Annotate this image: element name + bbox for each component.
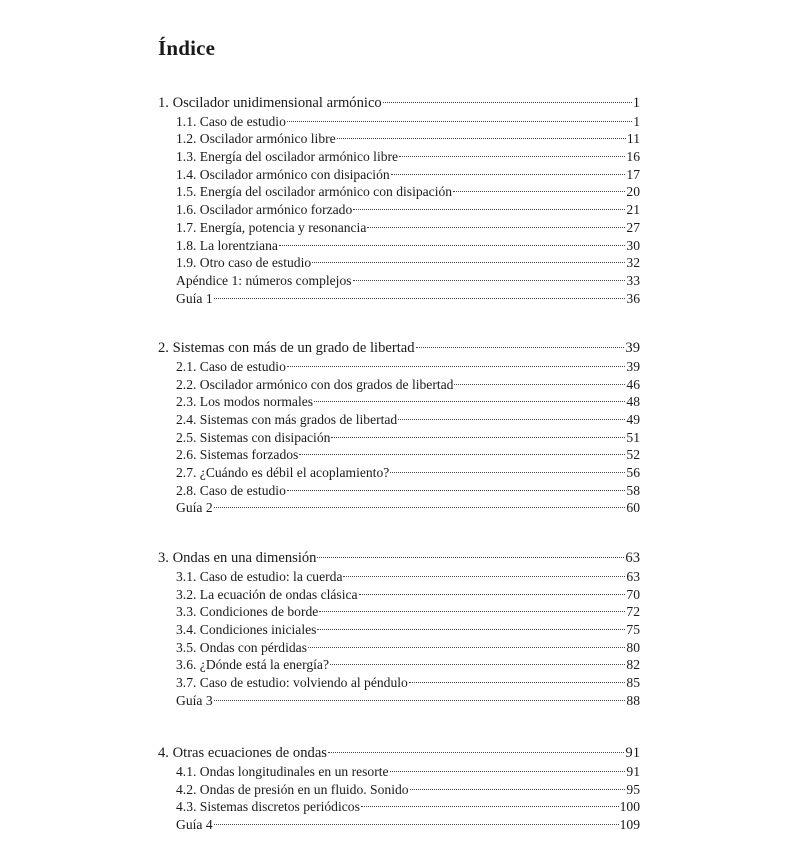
toc-entry-label: 1.3. Energía del oscilador armónico libre	[176, 149, 399, 165]
toc-entry	[158, 113, 640, 131]
toc-chapter-heading	[158, 745, 640, 763]
toc-entry-page-number: 100	[619, 799, 640, 815]
toc-entry	[158, 763, 640, 781]
dot-leader	[390, 471, 625, 473]
toc-entry-page-number: 56	[626, 465, 640, 481]
toc-entry-label: 1.8. La lorentziana	[176, 237, 278, 253]
toc-entry	[158, 429, 640, 447]
toc-entry-page-number: 109	[619, 817, 640, 833]
toc-entry-label: 3.2. La ecuación de ondas clásica	[176, 586, 358, 602]
toc-entry-label: 2.6. Sistemas forzados	[176, 447, 299, 463]
toc-entry-label: 4.1. Ondas longitudinales en un resorte	[176, 764, 389, 779]
toc-entry-label: 4.3. Sistemas discretos periódicos	[176, 799, 360, 815]
toc-entry-page-number: 36	[626, 290, 640, 306]
toc-entry-page-number: 63	[626, 568, 640, 584]
toc-entry-label: 1.2. Oscilador armónico libre	[176, 131, 336, 147]
toc-entry	[158, 568, 640, 586]
toc-entry-label: 1.9. Otro caso de estudio	[176, 255, 312, 271]
dot-leader	[314, 400, 625, 402]
toc-entry	[158, 290, 640, 308]
dot-leader	[416, 346, 625, 348]
toc-entry-label: 2.5. Sistemas con disipación	[176, 429, 331, 445]
dot-leader	[353, 279, 626, 281]
toc-entry-page-number: 49	[626, 412, 640, 427]
toc-entry-page-number: 33	[626, 272, 640, 288]
toc-entry-label: Apéndice 1: números complejos	[176, 272, 352, 288]
toc-entry-page-number: 60	[626, 500, 640, 516]
dot-leader	[399, 155, 625, 157]
dot-leader	[214, 506, 626, 508]
toc-entry	[158, 482, 640, 500]
toc-entry-page-number: 48	[626, 394, 640, 410]
toc-entry-page-number: 39	[626, 358, 640, 374]
toc-entry	[158, 201, 640, 219]
dot-leader	[398, 418, 625, 420]
toc-entry	[158, 358, 640, 376]
toc-entry-page-number: 85	[626, 674, 640, 690]
toc-entry-page-number: 80	[626, 639, 640, 655]
dot-leader	[317, 628, 625, 630]
dot-leader	[319, 610, 625, 612]
dot-leader	[410, 788, 626, 790]
toc-entry	[158, 499, 640, 517]
toc-entry	[158, 639, 640, 657]
page-title: Índice	[158, 36, 216, 60]
toc-entry-label: Guía 2	[176, 500, 213, 516]
toc-entry-page-number: 82	[626, 657, 640, 673]
toc-entry-page-number: 46	[626, 376, 640, 392]
toc-entry-page-number: 52	[626, 447, 640, 463]
dot-leader	[390, 770, 626, 772]
toc-entry-label: 3.3. Condiciones de borde	[176, 604, 319, 620]
dot-leader	[331, 436, 625, 438]
toc-entry-page-number: 72	[626, 604, 640, 620]
dot-leader	[328, 751, 624, 753]
toc-entry	[158, 376, 640, 394]
dot-leader	[453, 190, 625, 192]
toc-entry-page-number: 16	[626, 149, 640, 165]
toc-entry-page-number: 1	[633, 113, 640, 129]
toc-entry-page-number: 51	[626, 429, 640, 445]
toc-entry-label: 1.4. Oscilador armónico con disipación	[176, 166, 390, 182]
toc-entry-label: 2.1. Caso de estudio	[176, 358, 286, 374]
toc-entry-page-number: 30	[626, 237, 640, 253]
dot-leader	[367, 226, 625, 228]
toc-entry-page-number: 75	[626, 621, 640, 637]
dot-leader	[353, 208, 625, 210]
toc-entry-page-number: 27	[626, 219, 640, 235]
toc-entry	[158, 219, 640, 237]
toc-entry-page-number: 11	[626, 131, 640, 147]
toc-entry-page-number: 1	[632, 95, 640, 111]
toc-entry	[158, 446, 640, 464]
toc-entry-label: Guía 3	[176, 692, 213, 708]
toc-entry	[158, 393, 640, 411]
dot-leader	[287, 120, 632, 122]
toc-chapter-heading	[158, 95, 640, 113]
toc-entry-label: 2.4. Sistemas con más grados de libertad	[176, 412, 398, 427]
toc-entry	[158, 656, 640, 674]
dot-leader	[454, 383, 625, 385]
toc-chapter	[158, 745, 640, 833]
toc-entry-label: 2.3. Los modos normales	[176, 394, 314, 410]
toc-entry-page-number: 20	[626, 184, 640, 200]
toc-entry-label: 3.1. Caso de estudio: la cuerda	[176, 568, 343, 584]
toc-entry-page-number: 63	[625, 550, 640, 567]
toc-entry-label: 3.5. Ondas con pérdidas	[176, 639, 307, 655]
dot-leader	[287, 365, 626, 367]
toc-entry-label: 3.4. Condiciones iniciales	[176, 621, 317, 637]
dot-leader	[383, 101, 632, 103]
dot-leader	[312, 261, 625, 263]
dot-leader	[287, 489, 626, 491]
table-of-contents	[158, 95, 640, 864]
toc-entry-label: 2. Sistemas con más de un grado de libertad	[158, 340, 415, 357]
toc-entry	[158, 586, 640, 604]
toc-entry	[158, 254, 640, 272]
toc-entry	[158, 816, 640, 834]
toc-entry	[158, 411, 640, 429]
dot-leader	[317, 556, 624, 558]
toc-entry-label: 2.7. ¿Cuándo es débil el acoplamiento?	[176, 465, 390, 481]
toc-entry-label: 4.2. Ondas de presión en un fluido. Sonido	[176, 781, 409, 797]
toc-entry	[158, 148, 640, 166]
toc-entry-page-number: 17	[626, 166, 640, 182]
dot-leader	[361, 805, 619, 807]
toc-entry-label: 1.7. Energía, potencia y resonancia	[176, 219, 367, 235]
toc-entry	[158, 674, 640, 692]
dot-leader	[308, 646, 625, 648]
toc-entry	[158, 464, 640, 482]
toc-chapter-heading	[158, 550, 640, 568]
toc-entry	[158, 603, 640, 621]
toc-chapter	[158, 550, 640, 709]
dot-leader	[391, 173, 626, 175]
dot-leader	[343, 575, 625, 577]
toc-entry	[158, 166, 640, 184]
dot-leader	[409, 681, 626, 683]
toc-entry-label: 1.1. Caso de estudio	[176, 113, 286, 129]
toc-entry	[158, 272, 640, 290]
toc-entry-page-number: 21	[626, 202, 640, 218]
toc-entry	[158, 621, 640, 639]
toc-chapter-heading	[158, 340, 640, 358]
toc-entry-label: 2.2. Oscilador armónico con dos grados de libertad	[176, 376, 454, 392]
toc-entry-page-number: 58	[626, 482, 640, 498]
toc-entry-page-number: 91	[625, 745, 640, 762]
toc-entry-page-number: 91	[626, 764, 640, 779]
toc-entry-page-number: 70	[626, 586, 640, 602]
dot-leader	[359, 593, 626, 595]
toc-entry-label: Guía 4	[176, 817, 213, 833]
toc-entry-label: 1.5. Energía del oscilador armónico con disipación	[176, 184, 453, 200]
dot-leader	[330, 663, 625, 665]
toc-entry-label: Guía 1	[176, 290, 213, 306]
dot-leader	[214, 823, 619, 825]
toc-entry-page-number: 95	[626, 781, 640, 797]
toc-entry	[158, 237, 640, 255]
toc-entry-label: 3.7. Caso de estudio: volviendo al péndulo	[176, 674, 408, 690]
toc-entry-label: 2.8. Caso de estudio	[176, 482, 286, 498]
toc-entry-page-number: 39	[625, 340, 640, 357]
dot-leader	[214, 297, 626, 299]
toc-entry	[158, 798, 640, 816]
toc-chapter	[158, 95, 640, 307]
toc-entry-label: 1. Oscilador unidimensional armónico	[158, 95, 382, 111]
dot-leader	[337, 137, 626, 139]
toc-chapter	[158, 340, 640, 517]
toc-entry	[158, 130, 640, 148]
toc-entry-page-number: 32	[626, 255, 640, 271]
toc-entry	[158, 183, 640, 201]
dot-leader	[299, 453, 625, 455]
toc-entry-page-number: 88	[626, 692, 640, 708]
dot-leader	[279, 244, 625, 246]
toc-entry-label: 3. Ondas en una dimensión	[158, 550, 317, 567]
dot-leader	[214, 699, 626, 701]
toc-entry-label: 3.6. ¿Dónde está la energía?	[176, 657, 329, 673]
toc-entry	[158, 692, 640, 710]
toc-entry-label: 4. Otras ecuaciones de ondas	[158, 745, 327, 762]
toc-entry	[158, 781, 640, 799]
toc-entry-label: 1.6. Oscilador armónico forzado	[176, 202, 353, 218]
